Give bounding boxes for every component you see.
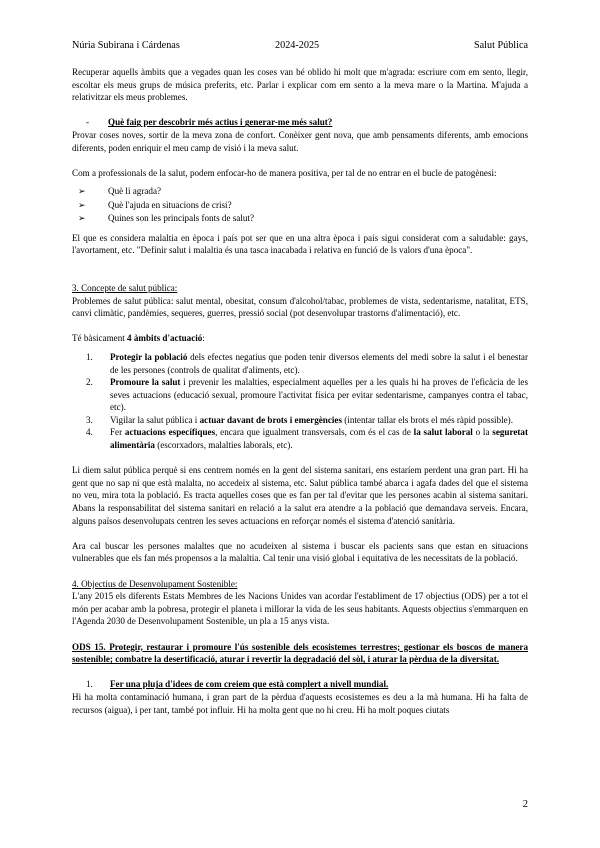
list-item: 1. Fer una pluja d'idees de com creiem que està complert a nivell mundial. — [86, 679, 389, 690]
list-item: ➢ Què l'ajuda en situacions de crisi? — [72, 199, 528, 212]
ods-heading: ODS 15. Protegir, restaurar i promoure l'ús sostenible dels ecosistemes terrestres; gestionar els boscos de manera sostenible; combatre la desertificació, aturar i revertir la degradació del sòl, i aturar la pèrdua de la diversitat. — [72, 641, 528, 665]
page-number: 2 — [522, 799, 528, 810]
list-item: 2. Promoure la salut i prevenir les malalties, especialment aquelles per a les quals hi ha proves de l'eficàcia de les seves actuacions (educació sexual, promoure l'activitat física per evitar sedentarisme, campanyes contra el tabac, etc). — [86, 377, 528, 413]
paragraph: Problemes de salut pública: salut mental, obesitat, consum d'alcohol/tabac, problemes de vista, sedentarisme, natalitat, ETS, canvi climàtic, pandèmies, sequeres, guerres, pressió social (pot desenvolupar trastorns d'alimentació), etc. — [72, 295, 528, 319]
ods-list — [72, 678, 528, 691]
paragraph: El que es considera malaltia en època i país pot ser que en una altra època i país sigui considerat com a saludable: gays, l'avortament, etc. "Definir salut i malaltia és una tasca inacabada i relativa en funció de ls valors d'una època". — [72, 232, 528, 256]
paragraph: Ara cal buscar les persones malaltes que no acudeixen al sistema i buscar els pacients sans que estan en situacions vulnerables que els fan més propensos a la malaltia. Cal tenir una visió global i equitativa de les necessitats de la població. — [72, 540, 528, 564]
header-author: Núria Subirana i Cárdenas — [72, 40, 180, 51]
arrow-bullet-icon: ➢ — [78, 199, 86, 210]
header-subject: Salut Pública — [473, 40, 528, 51]
list-item: 1. Protegir la població dels efectes negatius que poden tenir diversos elements del medi sobre la salut i el benestar de les persones (controls de qualitat d'aliments, etc). — [86, 351, 528, 375]
paragraph: Com a professionals de la salut, podem enfocar-ho de manera positiva, per tal de no entrar en el bucle de patogènesi: — [72, 167, 497, 178]
section-heading: 4. Objectius de Desenvolupament Sostenible: — [72, 578, 238, 589]
section-heading: 3. Concepte de salut pública: — [72, 282, 178, 293]
paragraph: Té bàsicament 4 àmbits d'actuació: — [72, 333, 205, 344]
list-item: 3. Vigilar la salut pública i actuar davant de brots i emergències (intentar tallar els brots el més ràpid possible). — [86, 414, 513, 425]
arrow-bullet-icon: ➢ — [78, 213, 86, 224]
question-heading: Què faig per descobrir més actius i generar-me més salut? — [108, 117, 333, 128]
arrow-list — [72, 185, 528, 225]
paragraph: Recuperar aquells àmbits que a vegades quan les coses van bé oblido hi molt que m'agrada: escriure com em sento, llegir, escoltar els meus grups de música preferits, etc. Parlar i explicar com em sento a la meva mare o la Martina. M'ajuda a relativitzar els meus problemes. — [72, 67, 528, 103]
paragraph: Li diem salut pública perquè si ens centrem només en la gent del sistema sanitari, ens estaríem perdent una gran part. Hi ha gent que no sap ni que està malalta, no accedeix al sistema, etc. Salut pública també abarca i agafa dades del que el sistema no veu, mira tota la població. Es tracta aquelles coses que es fan per tal d'evitar que les persones acabin al sistema sanitari. Abans la responsabilitat del sistema sanitari en relació a la salut era atendre a la població que demandava serveis. Encara, alguns països desenvolupats centren les seves actuacions en reforçar només el sistema d'atenció sanitària. — [72, 465, 528, 526]
arrow-bullet-icon: ➢ — [78, 186, 86, 197]
list-item: 4. Fer actuacions específiques, encara que igualment transversals, com és el cas de la salut laboral o la seguretat alimentària (escorxadors, malalties laborals, etc). — [86, 427, 528, 451]
header-year: 2024-2025 — [275, 40, 320, 51]
page-body — [72, 66, 528, 716]
list-item: ➢ Què li agrada? — [72, 185, 528, 198]
dash-marker: - — [86, 117, 90, 128]
list-item: ➢ Quines son les principals fonts de salut? — [72, 212, 528, 225]
paragraph: L'any 2015 els diferents Estats Membres de les Nacions Unides van acordar l'establiment de 17 objectius (ODS) per a tot el món per acabar amb la pobresa, protegir el planeta i millorar la vida de les seus habitants. Aquests objectius s'emmarquen en l'Agenda 2030 de Desenvolupament Sostenible, un pla a 15 anys vista. — [72, 591, 528, 627]
question-item — [72, 116, 528, 129]
ambits-list — [72, 351, 528, 452]
paragraph: Hi ha molta contaminació humana, i gran part de la pèrdua d'aquests ecosistemes es deu a la mà humana. Hi ha falta de recursos (aigua), i per tant, també pot influir. Hi ha molta gent que no hi creu. Hi ha molt poques ciutats — [72, 691, 528, 715]
page-header — [72, 39, 528, 53]
paragraph: Provar coses noves, sortir de la meva zona de confort. Conèixer gent nova, que amb pensaments diferents, amb emocions diferents, poden enriquir el meu camp de visió i la meva salut. — [72, 129, 528, 153]
